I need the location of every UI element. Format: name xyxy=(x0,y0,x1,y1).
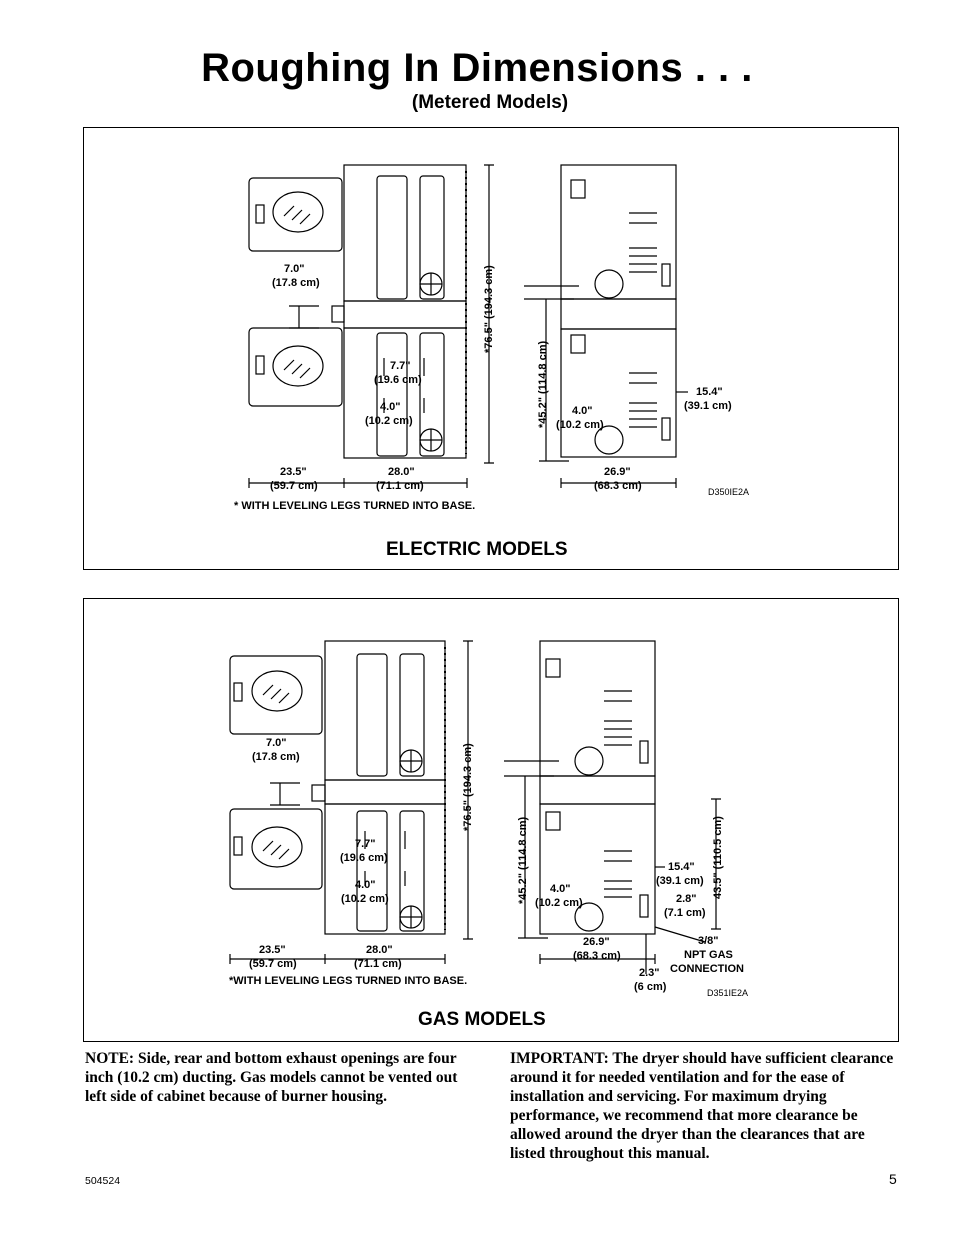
e-dim-235cm: (59.7 cm) xyxy=(270,480,318,492)
e-dim-269in: 26.9" xyxy=(604,466,631,478)
document-code: 504524 xyxy=(85,1175,121,1187)
g-dim-4cm: (10.2 cm) xyxy=(341,893,389,905)
gas-diagram xyxy=(84,599,900,1043)
g-dim-235in: 23.5" xyxy=(259,944,286,956)
e-dim-154cm: (39.1 cm) xyxy=(684,400,732,412)
page-title: Roughing In Dimensions . . . xyxy=(201,46,753,90)
g-dim-154cm: (39.1 cm) xyxy=(656,875,704,887)
e-dim-77in: 7.7" xyxy=(390,360,411,372)
e-dim-28in: 28.0" xyxy=(388,466,415,478)
e-dim-mid: *45.2" (114.8 cm) xyxy=(537,340,549,428)
g-npt-3: CONNECTION xyxy=(670,963,744,975)
e-dim-rear4cm: (10.2 cm) xyxy=(556,419,604,431)
g-dim-23in: 2.3" xyxy=(639,967,660,979)
electric-diagram xyxy=(84,128,900,571)
note-exhaust: NOTE: Side, rear and bottom exhaust openings are four inch (10.2 cm) ducting. Gas models cannot be vented out left side of cabinet because of burner housing. xyxy=(85,1050,458,1105)
gas-models-panel xyxy=(83,598,899,1042)
note-clearance: IMPORTANT: The dryer should have sufficient clearance around it for needed ventilation and for the ease of installation and servicing. For maximum drying performance, we recommend that more clearance be allowed around the dryer than the clearances that are listed throughout this manual. xyxy=(510,1050,894,1162)
g-npt-2: NPT GAS xyxy=(684,949,733,961)
g-dim-28cm: (71.1 cm) xyxy=(354,958,402,970)
e-dim-rear4in: 4.0" xyxy=(572,405,593,417)
g-dim-269in: 26.9" xyxy=(583,936,610,948)
g-dim-7cm: (17.8 cm) xyxy=(252,751,300,763)
e-footnote: * WITH LEVELING LEGS TURNED INTO BASE. xyxy=(234,500,476,512)
e-dim-height: *76.5" (194.3 cm) xyxy=(483,265,495,353)
gas-models-label: GAS MODELS xyxy=(418,1009,546,1030)
g-dim-154in: 15.4" xyxy=(668,861,695,873)
g-dim-269cm: (68.3 cm) xyxy=(573,950,621,962)
g-npt-1: 3/8" xyxy=(698,935,719,947)
e-dim-77cm: (19.6 cm) xyxy=(374,374,422,386)
e-dim-269cm: (68.3 cm) xyxy=(594,480,642,492)
g-dim-77in: 7.7" xyxy=(355,838,376,850)
g-dim-435: 43.5" (110.5 cm) xyxy=(712,816,724,899)
g-dim-mid: *45.2" (114.8 cm) xyxy=(517,816,529,904)
e-dim-235in: 23.5" xyxy=(280,466,307,478)
g-dim-height: *76.5" (194.3 cm) xyxy=(462,743,474,831)
g-dim-7in: 7.0" xyxy=(266,737,287,749)
g-dim-rear4in: 4.0" xyxy=(550,883,571,895)
g-dim-rear4cm: (10.2 cm) xyxy=(535,897,583,909)
e-diagram-code: D350IE2A xyxy=(708,487,750,497)
page-number: 5 xyxy=(889,1171,897,1187)
g-dim-28in: 28.0" xyxy=(366,944,393,956)
g-diagram-code: D351IE2A xyxy=(707,988,749,998)
electric-models-panel xyxy=(83,127,899,570)
g-dim-28gcm: (7.1 cm) xyxy=(664,907,706,919)
g-dim-77cm: (19.6 cm) xyxy=(340,852,388,864)
g-dim-28gin: 2.8" xyxy=(676,893,697,905)
e-dim-4cm: (10.2 cm) xyxy=(365,415,413,427)
page-subtitle: (Metered Models) xyxy=(411,92,569,113)
g-footnote: *WITH LEVELING LEGS TURNED INTO BASE. xyxy=(229,975,468,987)
e-dim-7cm: (17.8 cm) xyxy=(272,277,320,289)
e-dim-154in: 15.4" xyxy=(696,386,723,398)
electric-models-label: ELECTRIC MODELS xyxy=(386,539,568,560)
g-dim-235cm: (59.7 cm) xyxy=(249,958,297,970)
e-dim-28cm: (71.1 cm) xyxy=(376,480,424,492)
g-dim-23cm: (6 cm) xyxy=(634,981,667,993)
e-dim-4in: 4.0" xyxy=(380,401,401,413)
e-dim-7in: 7.0" xyxy=(284,263,305,275)
g-dim-4in: 4.0" xyxy=(355,879,376,891)
